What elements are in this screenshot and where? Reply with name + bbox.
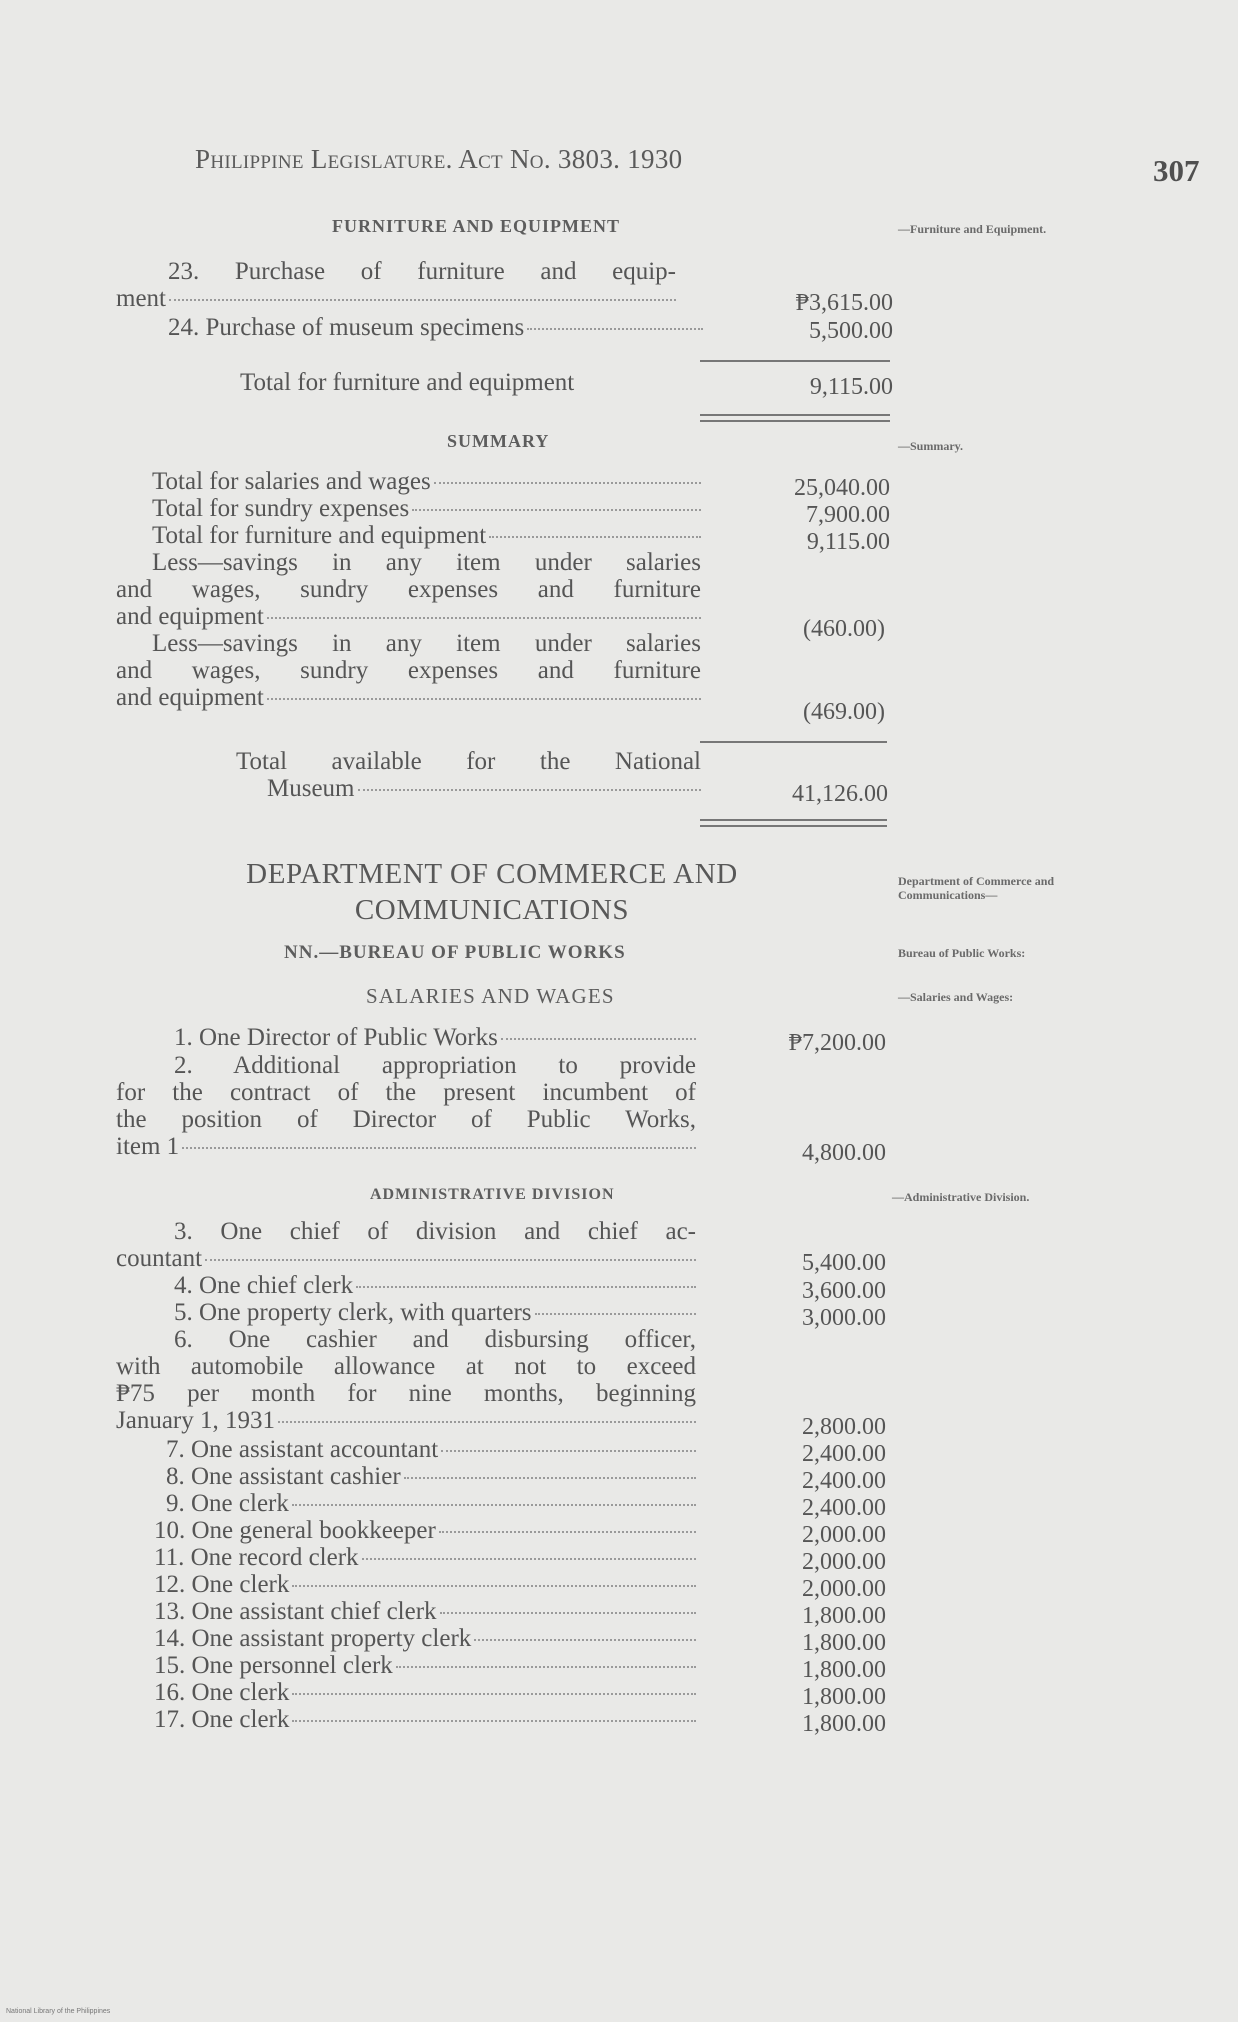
dept-item-2-line2: for the contract of the present incumbent of [116,1079,696,1106]
dept-item-6-line3: ₱75 per month for nine months, beginning [116,1380,696,1407]
list-item-amount: 1,800.00 [802,1711,886,1737]
dept-item-3 [116,1218,696,1272]
dept-item-4-label: 4. One chief clerk [174,1272,354,1299]
dot-leader [292,1504,696,1506]
item-23-line1: 23. Purchase of furniture and equip- [168,258,676,285]
dot-leader [205,1259,696,1261]
dept-item-5-amount: 3,000.00 [802,1305,886,1331]
margin-note-salaries: —Salaries and Wages: [898,990,1014,1004]
summary-sundry-label: Total for sundry expenses [152,495,410,522]
dept-item-5-label: 5. One property clerk, with quarters [174,1299,532,1326]
summary-less2-line1: Less—savings in any item under salaries [152,630,701,657]
dept-item-6-amount: 2,800.00 [802,1414,886,1440]
dept-item-6-line4: January 1, 1931 [116,1407,275,1434]
dot-leader [535,1313,696,1315]
dot-leader [292,1693,696,1695]
dept-list-amounts [706,1441,886,1738]
summary-total-amount: 41,126.00 [792,781,888,807]
item-24-label: 24. Purchase of museum specimens [168,314,525,341]
list-item [116,1706,696,1733]
dot-leader [292,1720,696,1722]
item-23-amount: ₱3,615.00 [795,290,893,316]
list-item-label: 7. One assistant accountant [166,1436,439,1463]
salaries-heading: SALARIES AND WAGES [366,984,615,1008]
list-item-amount: 2,000.00 [802,1549,886,1575]
margin-note-summary: —Summary. [898,439,964,453]
list-item-amount: 1,800.00 [802,1603,886,1629]
list-item [116,1436,696,1463]
margin-note-furniture: —Furniture and Equipment. [898,222,1047,236]
dot-leader [501,1038,696,1040]
double-rule [700,825,887,827]
dot-leader [412,509,701,511]
summary-less2-amount: (469.00) [803,699,885,725]
summary-furniture-label: Total for furniture and equipment [152,522,487,549]
dot-leader [440,1612,696,1614]
dept-item-6 [116,1326,696,1434]
list-item-amount: 1,800.00 [802,1657,886,1683]
summary-less1-line3: and equipment [116,603,264,630]
dot-leader [278,1421,696,1423]
list-item-amount: 2,000.00 [802,1522,886,1548]
department-heading [212,856,772,928]
running-header: Philippine Legislature. Act No. 3803. 1930 [195,144,683,174]
rule [700,360,890,362]
summary-total-line1: Total available for the National [236,748,701,775]
summary-less1-line2: and wages, sundry expenses and furniture [116,576,701,603]
summary-less1-line1: Less—savings in any item under salaries [152,549,701,576]
dept-item-1 [116,1024,696,1051]
list-item [116,1625,696,1652]
dept-item-3-amount: 5,400.00 [802,1250,886,1276]
margin-note-admin: —Administrative Division. [892,1190,1030,1204]
furniture-total-label: Total for furniture and equipment [240,369,575,396]
list-item-label: 9. One clerk [166,1490,289,1517]
summary-total [116,748,701,802]
dept-items-4-5 [116,1272,696,1326]
list-item-label: 14. One assistant property clerk [154,1625,472,1652]
dept-item-2-amount: 4,800.00 [802,1140,886,1166]
summary-less2-line2: and wages, sundry expenses and furniture [116,657,701,684]
list-item-amount: 2,000.00 [802,1576,886,1602]
item-23-line2: ment [116,285,166,312]
dot-leader [292,1585,696,1587]
summary-less2-line3: and equipment [116,684,264,711]
dot-leader [396,1666,696,1668]
summary-heading: SUMMARY [447,431,550,451]
list-item [116,1463,696,1490]
list-item [116,1571,696,1598]
list-item-amount: 2,400.00 [802,1495,886,1521]
dot-leader [527,328,703,330]
dept-item-2 [116,1052,696,1160]
margin-note-bureau: Bureau of Public Works: [898,946,1026,960]
double-rule [700,819,887,821]
dot-leader [267,698,701,700]
department-heading-line2: COMMUNICATIONS [354,894,630,926]
list-item [116,1652,696,1679]
summary-sundry-amount: 7,900.00 [806,502,890,528]
dot-leader [362,1558,696,1560]
list-item-amount: 1,800.00 [802,1630,886,1656]
dot-leader [169,299,676,301]
list-item [116,1598,696,1625]
dept-item-2-line1: 2. Additional appropriation to provide [174,1052,696,1079]
dot-leader [434,482,701,484]
double-rule [700,414,890,416]
dept-item-6-line2: with automobile allowance at not to exceed [116,1353,696,1380]
dept-item-2-line4: item 1 [116,1133,180,1160]
dept-item-3-line1: 3. One chief of division and chief ac- [174,1218,696,1245]
list-item-label: 13. One assistant chief clerk [154,1598,437,1625]
dot-leader [404,1477,696,1479]
list-item [116,1544,696,1571]
item-24-amount: 5,500.00 [809,318,893,344]
dept-item-2-line3: the position of Director of Public Works, [116,1106,696,1133]
summary-salaries-label: Total for salaries and wages [152,468,431,495]
double-rule [700,420,890,422]
list-item [116,1679,696,1706]
list-item-amount: 1,800.00 [802,1684,886,1710]
dot-leader [358,789,702,791]
dot-leader [439,1531,696,1533]
page-number: 307 [1153,153,1200,188]
admin-heading: ADMINISTRATIVE DIVISION [370,1186,615,1203]
dept-item-6-line1: 6. One cashier and disbursing officer, [174,1326,696,1353]
summary-total-line2: Museum [267,775,355,802]
furniture-heading: FURNITURE AND EQUIPMENT [332,216,621,236]
item-23 [116,258,676,312]
list-item [116,1517,696,1544]
list-item-amount: 2,400.00 [802,1441,886,1467]
list-item-label: 10. One general bookkeeper [154,1517,436,1544]
summary-salaries-amount: 25,040.00 [794,475,890,501]
dot-leader [489,536,701,538]
dept-item-3-line2: countant [116,1245,203,1272]
dot-leader [182,1147,696,1149]
dot-leader [474,1639,696,1641]
footer-credit: National Library of the Philippines [6,2008,111,2015]
list-item-label: 16. One clerk [154,1679,290,1706]
dot-leader [267,617,701,619]
department-heading-line1: DEPARTMENT OF COMMERCE AND [246,858,738,890]
summary-furniture-amount: 9,115.00 [806,529,890,555]
list-item-amount: 2,400.00 [802,1468,886,1494]
dept-item-1-label: 1. One Director of Public Works [174,1024,498,1051]
list-item-label: 8. One assistant cashier [166,1463,401,1490]
list-item-label: 17. One clerk [154,1706,290,1733]
furniture-total-amount: 9,115.00 [809,374,893,400]
item-24 [116,314,703,341]
dept-list [116,1436,696,1733]
summary-lines [116,468,701,711]
bureau-heading: NN.—BUREAU OF PUBLIC WORKS [284,942,626,963]
dot-leader [356,1286,696,1288]
list-item-label: 11. One record clerk [154,1544,359,1571]
summary-less1-amount: (460.00) [803,616,885,642]
list-item [116,1490,696,1517]
dot-leader [441,1450,696,1452]
margin-note-department: Department of Commerce and Communications— [898,874,1055,902]
list-item-label: 12. One clerk [154,1571,290,1598]
dept-item-1-amount: ₱7,200.00 [788,1030,886,1056]
rule [700,741,887,743]
list-item-label: 15. One personnel clerk [154,1652,393,1679]
dept-item-4-amount: 3,600.00 [802,1278,886,1304]
